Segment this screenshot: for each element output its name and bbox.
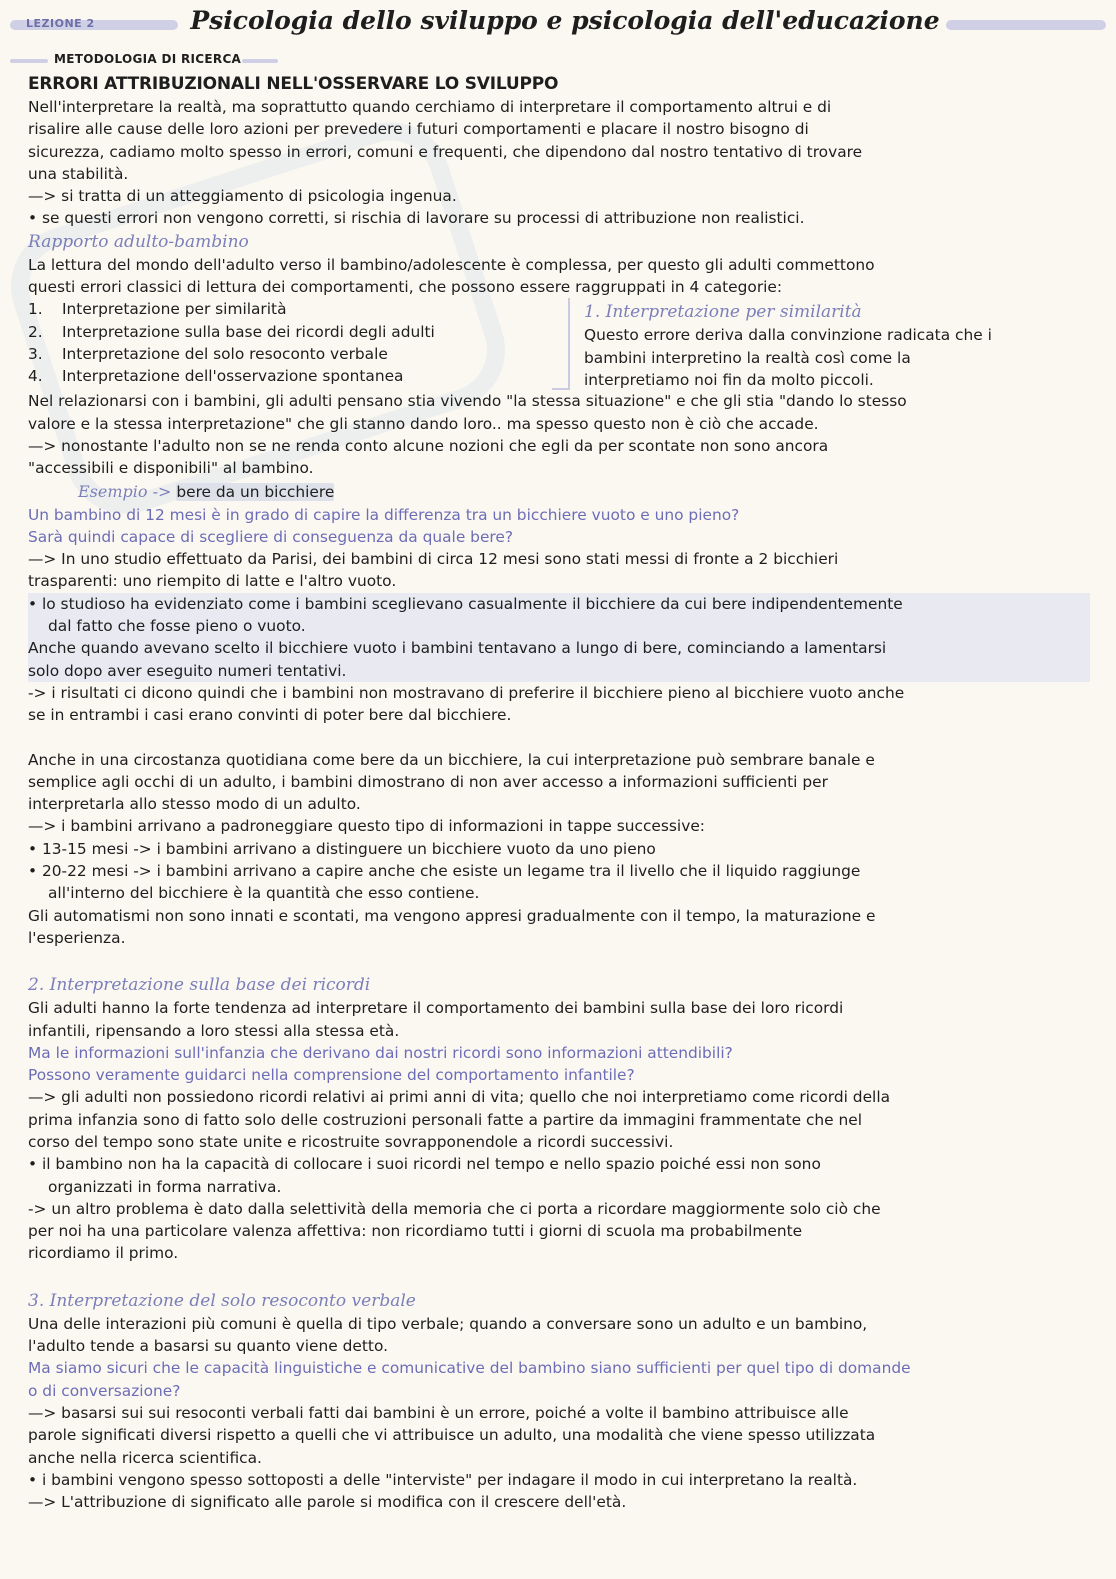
- ricordi-paragraph: Gli adulti hanno la forte tendenza ad interpretare il comportamento dei bambini sulla base dei loro ricordi infantili, ripensando a loro stessi alla stessa età. Ma le informazioni sull'infanzia che derivano dai nostri ricordi sono informazioni attendibili? Possono veramente guidarci nella comprensione del comportamento infantile? —> gli adulti non possiedono ricordi relativi ai primi anni di vita; quello che noi interpretiamo come ricordi della prima infanzia sono di fatto solo delle costruzioni personali fatte a partire da immagini frammentate che nel corso del tempo sono state unite e ricostruite sovrapponendole a ricordi successivi. • il bambino non ha la capacità di collocare i suoi ricordi nel tempo e nello spazio poiché essi non sono organizzati in forma narrativa. -> un altro problema è dato dalla selettività della memoria che ci porta a ricordare maggiormente solo ciò che per noi ha una particolare valenza affettiva: non ricordiamo tutti i giorni di scuola ma probabilmente ricordiamo il primo.: [28, 999, 891, 1263]
- header-bar-right: [946, 20, 1106, 30]
- categories-block: [28, 298, 1090, 390]
- list-item: 4. Interpretazione dell'osservazione spontanea: [28, 367, 404, 386]
- bracket-connector: [552, 298, 570, 390]
- similarity-title: 1. Interpretazione per similarità: [584, 302, 862, 323]
- verbale-paragraph: Una delle interazioni più comuni è quella di tipo verbale; quando a conversare sono un adulto e un bambino, l'adulto tende a basarsi su quanto viene detto. Ma siamo sicuri che le capacità linguistiche e comunicative del bambino siano sufficienti per quel tipo di domande o di conversazione? —> basarsi sui sui resoconti verbali fatti dai bambini è un errore, poiché a volte il bambino attribuisce alle parole significati diversi rispetto a quelli che vi attribuisce un adulto, una modalità che viene spesso utilizzata anche nella ricerca scientifica. • i bambini vengono spesso sottoposti a delle "interviste" per indagare il modo in cui interpretano la realtà. —> L'attribuzione di significato alle parole si modifica con il crescere dell'età.: [28, 1314, 911, 1512]
- page-title: Psicologia dello sviluppo e psicologia dell'educazione: [190, 6, 940, 35]
- similarity-side-note: 1. Interpretazione per similarità Questo errore deriva dalla convinzione radicata che i bambini interpretino la realtà così come la interpretiamo noi fin da molto piccoli.: [584, 300, 1104, 391]
- main-heading: ERRORI ATTRIBUZIONALI NELL'OSSERVARE LO SVILUPPO: [28, 74, 559, 94]
- main-content: ERRORI ATTRIBUZIONALI NELL'OSSERVARE LO SVILUPPO Nell'interpretare la realtà, ma soprattutto quando cerchiamo di interpretare il comportamento altrui e di risalire alle cause delle loro azioni per prevedere i futuri comportamenti e placare il nostro bisogno di sicurezza, cadiamo molto spesso in errori, comuni e frequenti, che dipendono dal nostro tentativo di trovare una stabilità. —> si tratta di un atteggiamento di psicologia ingenua. • se questi errori non vengono corretti, si rischia di lavorare su processi di attribuzione non realistici. Rapporto adulto-bambino La lettura del mondo dell'adulto verso il bambino/adolescente è complessa, per questo gli adulti commettono questi errori classici di lettura dei comportamenti, che possono essere raggruppati in 4 categorie: 1. Interpretazione per similarità 2. Interpretazione sulla base dei ricordi degli adulti 3. Interpretazione del solo resoconto verbale 4. Interpretazione dell'osservazione spontanea 1. Interpretazione per similarità Questo errore deriva dalla convinzione radicata che i bambini interpretino la realtà così come la interpretiamo noi fin da molto piccoli. Nel relazionarsi con i bambini, gli adulti pensano stia vivendo "la stessa situazione" e che gli stia "dando lo stesso valore e la stessa interpretazione" che gli stanno dando loro.. ma spesso questo non è ciò che accade. —> nonostante l'adulto non se ne renda conto alcune nozioni che egli da per scontate non sono ancora "accessibili e disponibili" al bambino. Esempio -> bere da un bicchiere Un bambino di 12 mesi è in grado di capire la differenza tra un bicchiere vuoto e uno pieno? Sarà quindi capace di scegliere di conseguenza da quale bere? —> In uno studio effettuato da Parisi, dei bambini di circa 12 mesi sono stati messi di fronte a 2 bicchieri trasparenti: uno riempito di latte e l'altro vuoto. • lo studioso ha evidenziato come i bambini sceglievano casualmente il bicchiere da cui bere indipendentemente dal fatto che fosse pieno o vuoto. Anche quando avevano scelto il bicchiere vuoto i bambini tentavano a lungo di bere, cominciando a lamentarsi solo dopo aver eseguito numeri tentativi. -> i risultati ci dicono quindi che i bambini non mostravano di preferire il bicchiere pieno al bicchiere vuoto anche se in entrambi i casi erano convinti di poter bere dal bicchiere. Anche in una circostanza quotidiana come bere da un bicchiere, la cui interpretazione può sembrare banale e semplice agli occhi di un adulto, i bambini dimostrano di non aver accesso a informazioni sufficienti per interpretarla allo stesso modo di un adulto. —> i bambini arrivano a padroneggiare questo tipo di informazioni in tappe successive: • 13-15 mesi -> i bambini arrivano a distinguere un bicchiere vuoto da uno pieno • 20-22 mesi -> i bambini arrivano a capire anche che esiste un legame tra il livello che il liquido raggiunge all'interno del bicchiere è la quantità che esso contiene. Gli automatismi non sono innati e scontati, ma vengono appresi gradualmente con il tempo, la maturazione e l'esperienza. 2. Interpretazione sulla base dei ricordi Gli adulti hanno la forte tendenza ad interpretare il comportamento dei bambini sulla base dei loro ricordi infantili, ripensando a loro stessi alla stessa età. Ma le informazioni sull'infanzia che derivano dai nostri ricordi sono informazioni attendibili? Possono veramente guidarci nella comprensione del comportamento infantile? —> gli adulti non possiedono ricordi relativi ai primi anni di vita; quello che noi interpretiamo come ricordi della prima infanzia sono di fatto solo delle costruzioni personali fatte a partire da immagini frammentate che nel corso del tempo sono state unite e ricostruite sovrapponendole a ricordi successivi. • il bambino non ha la capacità di collocare i suoi ricordi nel tempo e nello spazio poiché essi non sono organizzati in forma narrativa. -> un altro problema è dato dalla selettività della memoria che ci porta a ricordare maggiormente solo ciò che per noi ha una particolare valenza affettiva: non ricordiamo tutti i giorni di scuola ma probabilmente ricordiamo il primo. 3. Interpretazione del solo resoconto verbale Una delle interazioni più comuni è quella di tipo verbale; quando a conversare sono un adulto e un bambino, l'adulto tende a basarsi su quanto viene detto. Ma siamo sicuri che le capacità linguistiche e comunicative del bambino siano sufficienti per quel tipo di domande o di conversazione? —> basarsi sui sui resoconti verbali fatti dai bambini è un errore, poiché a volte il bambino attribuisce alle parole significati diversi rispetto a quelli che vi attribuisce un adulto, una modalità che viene spesso utilizzata anche nella ricerca scientifica. • i bambini vengono spesso sottoposti a delle "interviste" per indagare il modo in cui interpretano la realtà. —> L'attribuzione di significato alle parole si modifica con il crescere dell'età.: [28, 72, 1090, 1513]
- example-line: Esempio -> bere da un bicchiere: [78, 481, 335, 501]
- rapporto-title: Rapporto adulto-bambino: [28, 231, 249, 252]
- similarity-paragraph: Nel relazionarsi con i bambini, gli adulti pensano stia vivendo "la stessa situazione" e che gli stia "dando lo stesso valore e la stessa interpretazione" che gli stanno dando loro.. ma spesso questo non è ciò che accade. —> nonostante l'adulto non se ne renda conto alcune nozioni che egli da per scontate non sono ancora "accessibili e disponibili" al bambino.: [28, 392, 907, 478]
- lesson-label: LEZIONE 2: [26, 17, 95, 30]
- list-item: 1. Interpretazione per similarità: [28, 300, 287, 319]
- conclusion-paragraph: Anche in una circostanza quotidiana come bere da un bicchiere, la cui interpretazione può sembrare banale e semplice agli occhi di un adulto, i bambini dimostrano di non aver accesso a informazioni sufficienti per interpretarla allo stesso modo di un adulto. —> i bambini arrivano a padroneggiare questo tipo di informazioni in tappe successive: • 13-15 mesi -> i bambini arrivano a distinguere un bicchiere vuoto da uno pieno • 20-22 mesi -> i bambini arrivano a capire anche che esiste un legame tra il livello che il liquido raggiunge all'interno del bicchiere è la quantità che esso contiene. Gli automatismi non sono innati e scontati, ma vengono appresi gradualmente con il tempo, la maturazione e l'esperienza.: [28, 750, 876, 947]
- study-paragraph: —> In uno studio effettuato da Parisi, dei bambini di circa 12 mesi sono stati messi di fronte a 2 bicchieri trasparenti: uno riempito di latte e l'altro vuoto. • lo studioso ha evidenziato come i bambini sceglievano casualmente il bicchiere da cui bere indipendentemente dal fatto che fosse pieno o vuoto. Anche quando avevano scelto il bicchiere vuoto i bambini tentavano a lungo di bere, cominciando a lamentarsi solo dopo aver eseguito numeri tentativi. -> i risultati ci dicono quindi che i bambini non mostravano di preferire il bicchiere pieno al bicchiere vuoto anche se in entrambi i casi erano convinti di poter bere dal bicchiere.: [28, 548, 1090, 726]
- list-item: 2. Interpretazione sulla base dei ricordi degli adulti: [28, 322, 435, 341]
- list-item: 3. Interpretazione del solo resoconto verbale: [28, 344, 388, 363]
- intro-paragraph: Nell'interpretare la realtà, ma soprattutto quando cerchiamo di interpretare il comportamento altrui e di risalire alle cause delle loro azioni per prevedere i futuri comportamenti e placare il nostro bisogno di sicurezza, cadiamo molto spesso in errori, comuni e frequenti, che dipendono dal nostro tentativo di trovare una stabilità. —> si tratta di un atteggiamento di psicologia ingenua. • se questi errori non vengono corretti, si rischia di lavorare su processi di attribuzione non realistici.: [28, 98, 863, 228]
- categories-list: [28, 298, 548, 387]
- section-title: METODOLOGIA DI RICERCA: [54, 52, 242, 66]
- ricordi-title: 2. Interpretazione sulla base dei ricordi: [28, 975, 371, 996]
- page-header: [0, 6, 1116, 42]
- verbale-title: 3. Interpretazione del solo resoconto verbale: [28, 1290, 416, 1311]
